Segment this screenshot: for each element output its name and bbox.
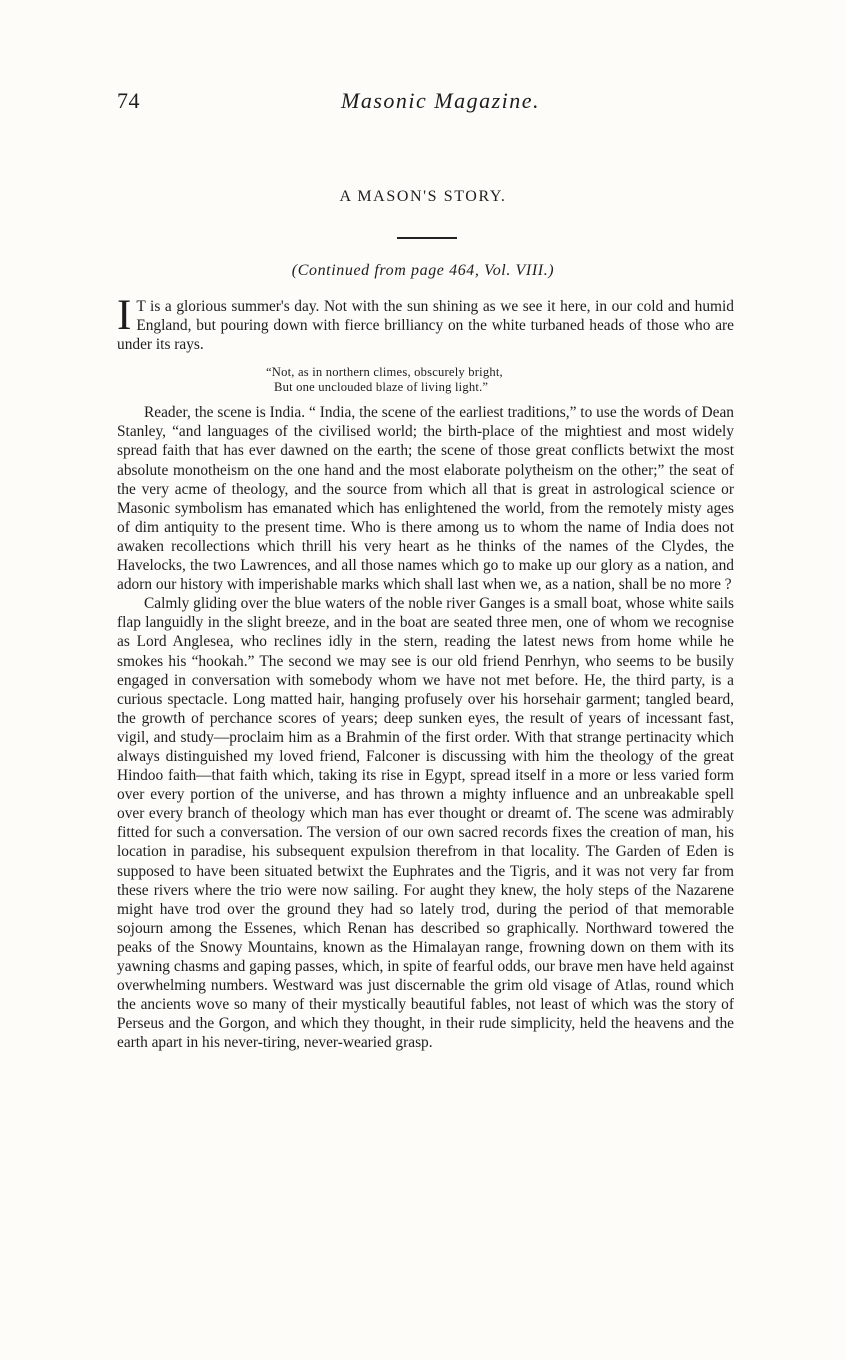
magazine-title: Masonic Magazine. (341, 88, 541, 113)
opening-paragraph-text: T is a glorious summer's day. Not with the sun shining as we see it here, in our cold and humid England, but pouring down with fierce brilliancy on the white turbaned heads of those who are under its rays. (117, 298, 734, 354)
page-number: 74 (117, 88, 140, 113)
paragraph-ganges: Calmly gliding over the blue waters of the noble river Ganges is a small boat, whose white sails flap languidly in the slight breeze, and in the boat are seated three men, one of whom we recognise as Lord Anglesea, who reclines idly in the stern, reading the latest news from home while he smokes his “hookah.” The second we may see is our old friend Penrhyn, who seems to be busily engaged in conversation with somebody whom we have not met before. He, the third party, is a curious spectacle. Long matted hair, hanging profusely over his horsehair garment; tangled beard, the growth of perchance scores of years; deep sunken eyes, the result of years of incessant fast, vigil, and study—proclaim him as a Brahmin of the first order. With that strange pertinacity which always distinguished my loved friend, Falconer is discussing with him the theology of the great Hindoo faith—that faith which, taking its rise in Egypt, spread itself in a more or less varied form over every portion of the universe, and has thrown a mighty influence and an unbreakable spell over every branch of theology which man has ever thought or dreamt of. The scene was admirably fitted for such a conversation. The version of our own sacred records fixes the creation of man, his location in paradise, his subsequent expulsion therefrom in that locality. The Garden of Eden is supposed to have been situated betwixt the Euphrates and the Tigris, and it was not very far from these rivers where the trio were now sailing. For aught they knew, the holy steps of the Nazarene might have trod over the ground they had so lately trod, during the period of that memorable sojourn among the Essenes, which Renan has described so graphically. Northward towered the peaks of the Snowy Mountains, known as the Himalayan range, frowning down on them with its yawning chasms and gaping passes, which, in spite of fearful odds, our brave men have held against overwhelming numbers. Westward was just discernable the grim old visage of Atlas, round which the ancients wove so many of their mystically beautiful fables, not least of which was the story of Perseus and the Gorgon, and which they thought, in their rude simplicity, held the heavens and the earth apart in his never-tiring, never-wearied grasp. (117, 595, 734, 1052)
paragraph-india: Reader, the scene is India. “ India, the scene of the earliest traditions,” to use the words of Dean Stanley, “and languages of the civilised world; the birth-place of the mightiest and most widely spread faith that has ever dawned on the earth; the scene of those great conflicts betwixt the most absolute monotheism on the one hand and the most elaborate polytheism on the other;” the seat of the very acme of theology, and the source from which all that is great in astrological science or Masonic symbolism has emanated which has enlightened the world, from the remotely misty ages of dim antiquity to the present time. Who is there among us to whom the name of India does not awaken recollections which thrill his very heart as he thinks of the names of the Clydes, the Havelocks, the two Lawrences, and all those names which go to make up our glory as a nation, and adorn our history with imperishable marks which shall last when we, as a nation, shall be no more ? (117, 404, 734, 594)
title-divider (397, 237, 457, 239)
continuation-note: (Continued from page 464, Vol. VIII.) (291, 262, 555, 279)
poem-line: But one unclouded blaze of living light.” (274, 380, 489, 395)
poem-line: “Not, as in northern climes, obscurely bright, (266, 365, 503, 380)
drop-cap: I (117, 292, 132, 339)
opening-paragraph (117, 292, 734, 354)
article-title: A MASON'S STORY. (339, 188, 507, 205)
poem-quote (117, 365, 734, 395)
running-head (117, 88, 737, 118)
article-body (117, 292, 734, 1052)
